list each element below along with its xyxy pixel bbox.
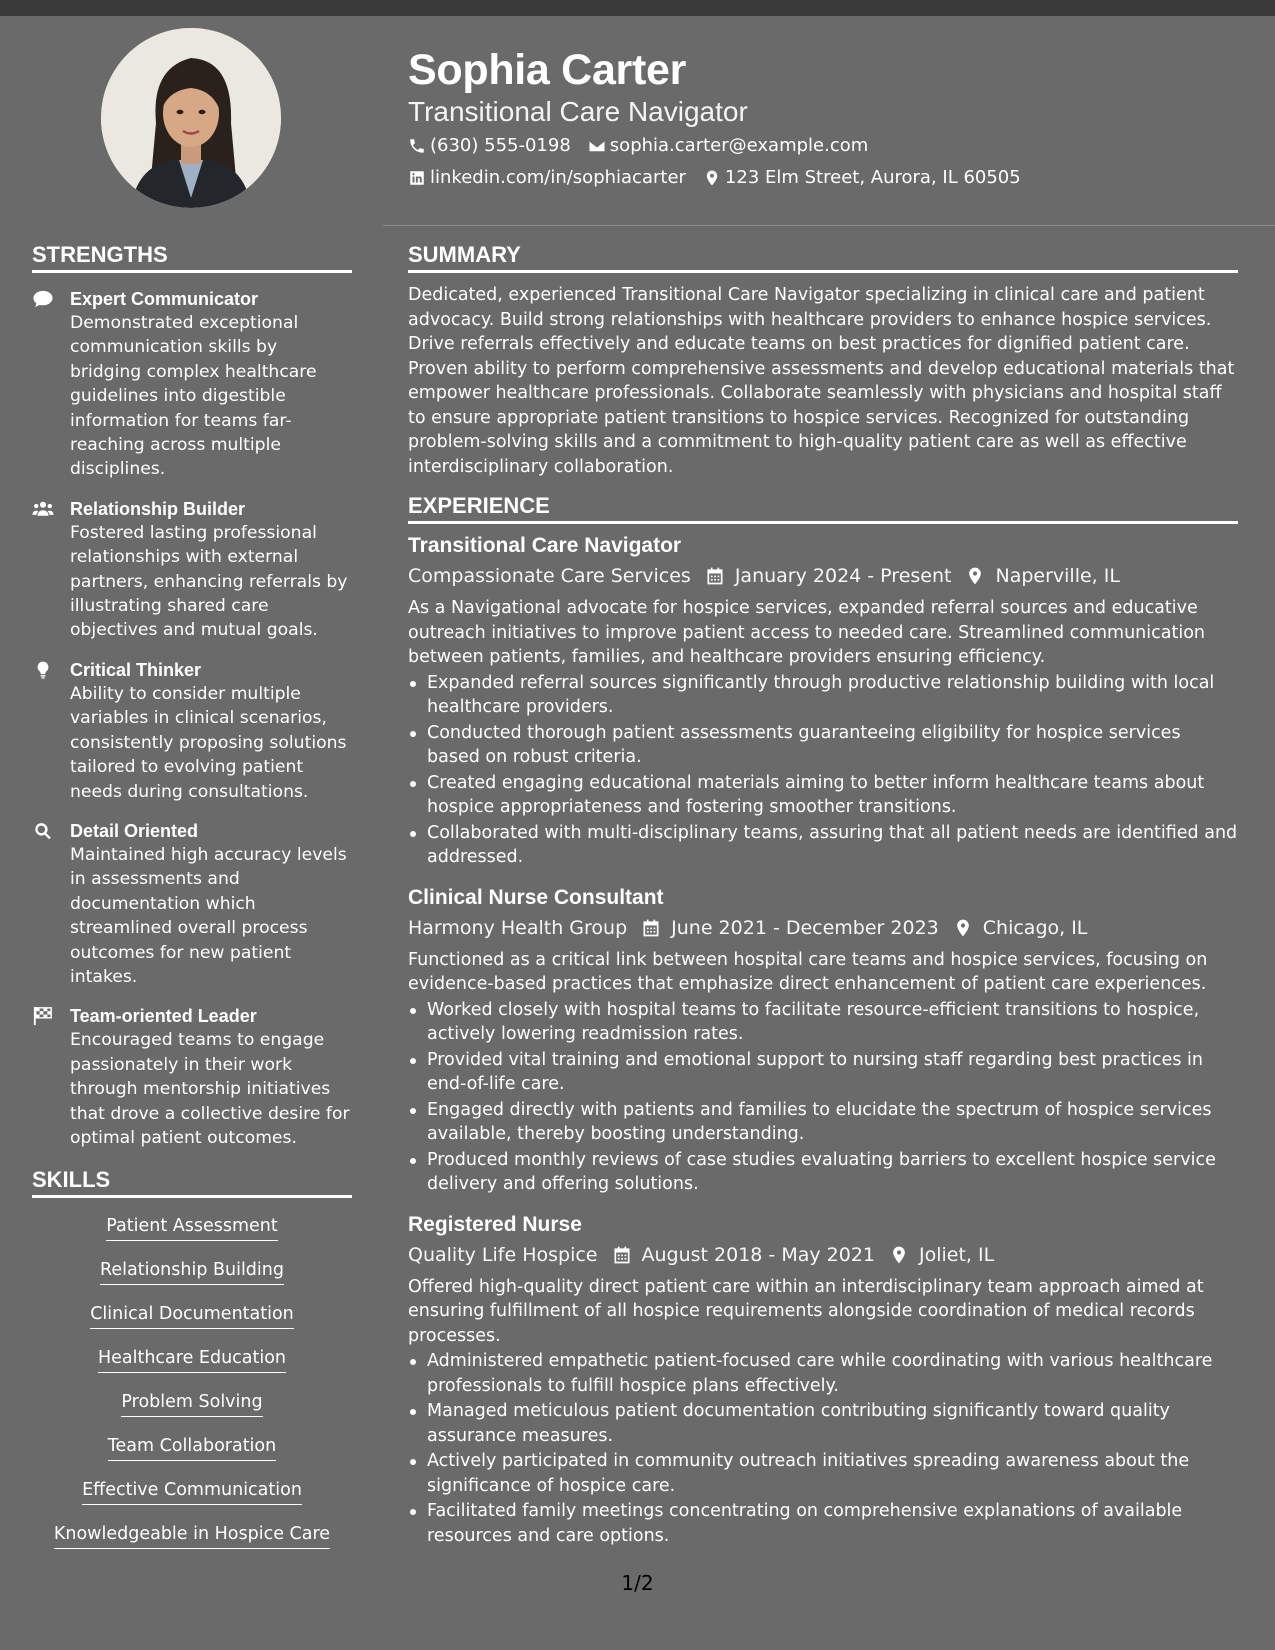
job-bullet: Actively participated in community outreach initiatives spreading awareness about the significance of hospice care. <box>408 1449 1238 1498</box>
address-text: 123 Elm Street, Aurora, IL 60505 <box>724 167 1021 188</box>
job-dates-text: August 2018 - May 2021 <box>641 1243 875 1266</box>
job-bullet: Created engaging educational materials aiming to better inform healthcare teams about hospice appropriateness and fostering smoother transitions. <box>408 771 1238 820</box>
company-name: Quality Life Hospice <box>408 1243 598 1266</box>
phone-icon <box>408 137 426 155</box>
skill-item: Team Collaboration <box>108 1434 276 1461</box>
email-contact[interactable] <box>588 134 868 158</box>
phone-contact[interactable] <box>408 134 571 158</box>
contact-row-2 <box>408 166 1238 190</box>
job-bullet: Provided vital training and emotional support to nursing staff regarding best practices in end-of-life care. <box>408 1048 1238 1097</box>
strength-item <box>32 658 352 804</box>
strength-description: Encouraged teams to engage passionately in their work through mentorship initiatives that drove a collective desire for optimal patient outcomes. <box>70 1030 350 1148</box>
map-marker-icon <box>703 169 721 187</box>
linkedin-text: linkedin.com/in/sophiacarter <box>430 167 686 188</box>
strength-name: Critical Thinker <box>70 659 202 680</box>
job-entry <box>408 1211 1238 1549</box>
map-marker-icon <box>965 566 985 586</box>
profile-photo <box>101 28 281 208</box>
job-bullet: Engaged directly with patients and families to elucidate the spectrum of hospice services available, thereby boosting understanding. <box>408 1098 1238 1147</box>
strength-name: Team-oriented Leader <box>70 1006 257 1027</box>
comment-icon <box>32 289 54 309</box>
job-bullets <box>408 1349 1238 1548</box>
strength-name: Relationship Builder <box>70 498 246 519</box>
top-bar <box>0 0 1275 16</box>
skill-item: Patient Assessment <box>106 1214 277 1241</box>
job-bullets <box>408 998 1238 1197</box>
job-location <box>965 563 1119 589</box>
strength-description: Ability to consider multiple variables in clinical scenarios, consistently proposing solutions tailored to evolving patient needs during consultations. <box>70 683 347 802</box>
checkered-flag-icon <box>32 1006 54 1026</box>
job-bullet: Conducted thorough patient assessments guaranteeing eligibility for hospice services based on robust criteria. <box>408 721 1238 770</box>
job-bullet: Worked closely with hospital teams to facilitate resource-efficient transitions to hospice, actively lowering readmission rates. <box>408 998 1238 1047</box>
job-location-text: Chicago, IL <box>982 916 1088 939</box>
skill-item: Effective Communication <box>82 1478 302 1505</box>
calendar-icon <box>705 566 725 586</box>
strength-description: Fostered lasting professional relationships with external partners, enhancing referrals by illustrating shared care objectives and mutual goals. <box>70 522 348 641</box>
skills-heading: SKILLS <box>32 1165 352 1198</box>
skill-item: Clinical Documentation <box>90 1302 294 1329</box>
skill-item: Knowledgeable in Hospice Care <box>54 1522 330 1549</box>
job-bullet: Expanded referral sources significantly through productive relationship building with local healthcare providers. <box>408 671 1238 720</box>
job-bullet: Managed meticulous patient documentation contributing significantly toward quality assurance measures. <box>408 1399 1238 1448</box>
strength-item <box>32 287 352 482</box>
job-location-text: Naperville, IL <box>995 565 1120 587</box>
right-column <box>408 240 1238 1562</box>
strength-name: Expert Communicator <box>70 289 259 309</box>
job-bullet: Facilitated family meetings concentrating on comprehensive explanations of available resources and care options. <box>408 1499 1238 1548</box>
job-title: Clinical Nurse Consultant <box>408 885 664 909</box>
job-meta <box>408 1242 1238 1268</box>
envelope-icon <box>588 137 606 155</box>
skill-item: Relationship Building <box>100 1258 284 1285</box>
experience-heading: EXPERIENCE <box>408 491 1238 524</box>
contact-row-1 <box>408 134 1238 158</box>
job-meta <box>408 563 1238 589</box>
header-divider <box>383 225 1275 226</box>
job-description: Offered high-quality direct patient care within an interdisciplinary team approach aimed at ensuring fulfillment of all hospice requirements alongside coordination of medical records processes. <box>408 1276 1204 1346</box>
summary-text: Dedicated, experienced Transitional Care Navigator specializing in clinical care and patient advocacy. Build strong relationships with healthcare providers to enhance hospice services. Drive referrals effectively and educate teams on best practices for dignified patient care. Proven ability to perform comprehensive assessments and develop educational materials that empower healthcare professionals. Collaborate seamlessly with physicians and hospital staff to ensure appropriate patient transitions to hospice services. Recognized for outstanding problem-solving skills and a commitment to high-quality patient care as well as effective interdisciplinary collaboration. <box>408 285 1235 477</box>
job-dates <box>641 915 939 941</box>
calendar-icon <box>612 1245 632 1265</box>
job-location-text: Joliet, IL <box>919 1243 995 1266</box>
strength-description: Maintained high accuracy levels in assessments and documentation which streamlined overall process outcomes for new patient intakes. <box>70 844 347 987</box>
skill-item: Problem Solving <box>121 1390 262 1417</box>
candidate-title: Transitional Care Navigator <box>408 96 748 127</box>
job-entry <box>408 532 1238 870</box>
job-dates-text: June 2021 - December 2023 <box>671 916 939 939</box>
map-marker-icon <box>889 1245 909 1265</box>
phone-text: (630) 555-0198 <box>430 135 571 156</box>
company-name: Compassionate Care Services <box>408 565 691 587</box>
linkedin-contact[interactable] <box>408 166 686 190</box>
strength-item <box>32 819 352 989</box>
strength-description: Demonstrated exceptional communication skills by bridging complex healthcare guidelines into digestible information for teams far-reaching across multiple disciplines. <box>70 313 317 480</box>
job-dates <box>705 563 952 589</box>
strength-item <box>32 1004 352 1150</box>
skill-item: Healthcare Education <box>98 1346 286 1373</box>
job-description: Functioned as a critical link between hospital care teams and hospice services, focusing on evidence-based practices that emphasize direct enhancement of patient care experiences. <box>408 949 1208 994</box>
job-description: As a Navigational advocate for hospice services, expanded referral sources and educative outreach initiatives to improve patient access to needed care. Streamlined communication between patients, families, and healthcare providers ensuring efficiency. <box>408 598 1206 667</box>
address-contact <box>703 166 1021 190</box>
skill-list <box>32 1214 352 1566</box>
job-bullets <box>408 671 1238 870</box>
job-title: Registered Nurse <box>408 1212 582 1236</box>
strength-item <box>32 497 352 643</box>
job-meta <box>408 915 1238 941</box>
job-bullet: Administered empathetic patient-focused care while coordinating with various healthcare professionals to fulfill hospice plans effectively. <box>408 1349 1238 1398</box>
candidate-name: Sophia Carter <box>408 46 687 94</box>
job-location <box>953 915 1088 941</box>
left-column <box>32 240 352 1566</box>
job-dates-text: January 2024 - Present <box>734 565 952 587</box>
job-bullet: Collaborated with multi-disciplinary teams, assuring that all patient needs are identified and addressed. <box>408 821 1238 870</box>
email-text: sophia.carter@example.com <box>609 135 869 156</box>
summary-heading: SUMMARY <box>408 240 1238 273</box>
strength-name: Detail Oriented <box>70 820 199 841</box>
company-name: Harmony Health Group <box>408 916 628 939</box>
resume-header <box>408 44 1238 190</box>
page-number: 1/2 <box>621 1571 654 1595</box>
search-icon <box>32 821 54 841</box>
job-dates <box>612 1242 876 1268</box>
linkedin-icon <box>408 169 426 187</box>
map-marker-icon <box>953 918 973 938</box>
lightbulb-icon <box>32 660 54 680</box>
users-icon <box>32 499 54 519</box>
job-bullet: Produced monthly reviews of case studies evaluating barriers to excellent hospice service delivery and offering solutions. <box>408 1148 1238 1197</box>
job-title: Transitional Care Navigator <box>408 534 682 557</box>
job-entry <box>408 884 1238 1197</box>
job-location <box>889 1242 994 1268</box>
calendar-icon <box>641 918 661 938</box>
strengths-heading: STRENGTHS <box>32 240 352 273</box>
